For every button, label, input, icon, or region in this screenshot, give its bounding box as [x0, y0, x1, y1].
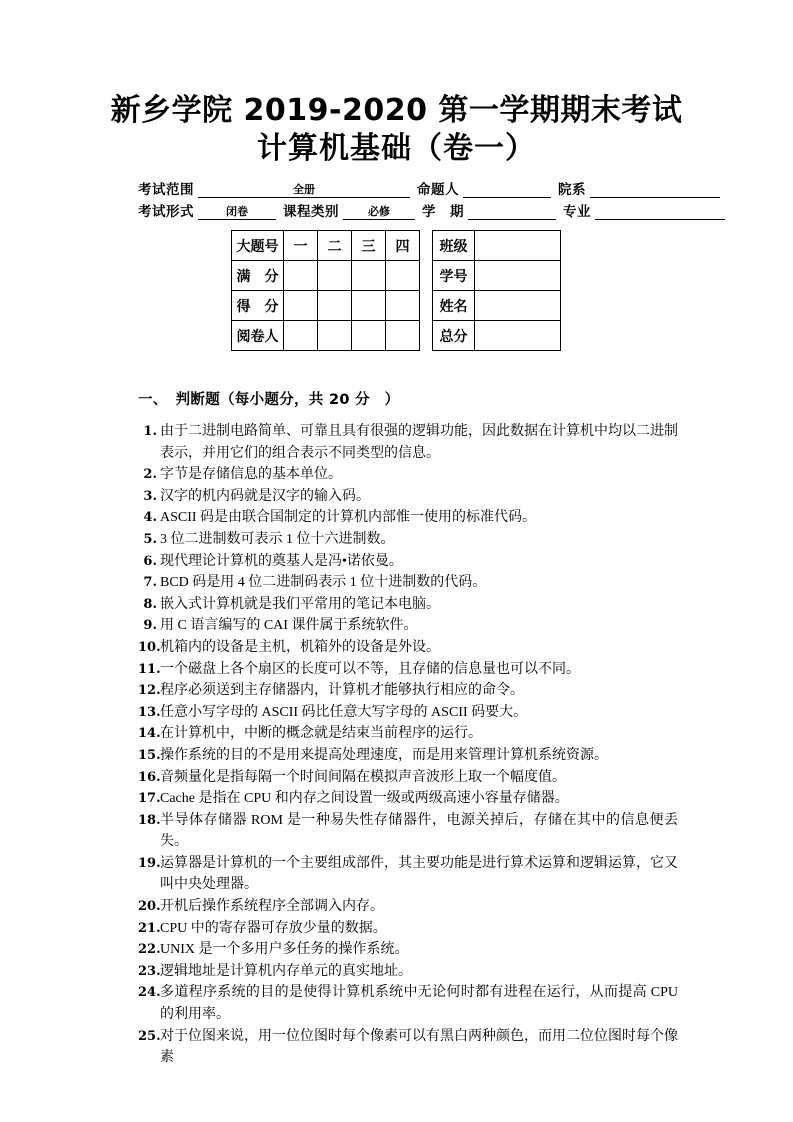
- question-number: 16.: [138, 769, 161, 785]
- examiner-value[interactable]: [463, 181, 551, 198]
- table-row: [232, 261, 420, 291]
- info-value-name[interactable]: [475, 291, 561, 321]
- table-row: [232, 291, 420, 321]
- question-text: 由于二进制电路简单、可靠且具有很强的逻辑功能，因此数据在计算机中均以二进制表示，并用它们的组合表示不同类型的信息。: [160, 424, 678, 461]
- question-text: 在计算机中，中断的概念就是结束当前程序的运行。: [160, 726, 482, 742]
- question-number: 6.: [143, 553, 157, 569]
- question-text: Cache 是指在 CPU 和内存之间设置一级或两级高速小容量存储器。: [160, 791, 569, 807]
- question-number: 10.: [138, 639, 161, 655]
- question-item: [138, 421, 678, 464]
- section-number: 一、: [138, 392, 168, 408]
- question-number: 23.: [138, 963, 161, 979]
- score-cell[interactable]: [352, 291, 386, 321]
- question-number: 12.: [138, 683, 161, 699]
- question-number: 19.: [138, 855, 161, 871]
- question-text: ASCII 码是由联合国制定的计算机内部惟一使用的标准代码。: [160, 510, 537, 526]
- question-number: 25.: [138, 1028, 161, 1044]
- exam-scope-value[interactable]: 全册: [198, 181, 410, 198]
- question-text: CPU 中的寄存器可存放少量的数据。: [160, 920, 387, 936]
- question-number: 1.: [143, 424, 157, 439]
- question-number: 24.: [138, 985, 161, 1001]
- question-text: 汉字的机内码就是汉字的输入码。: [160, 488, 370, 504]
- question-item: [138, 572, 678, 594]
- question-text: BCD 码是用 4 位二进制码表示 1 位十进制数的代码。: [160, 575, 487, 591]
- info-label-class: 班级: [433, 231, 475, 261]
- question-item: [138, 939, 678, 961]
- question-text: 半导体存储器 ROM 是一种易失性存储器件，电源关掉后，存储在其中的信息便丢失。: [160, 812, 678, 850]
- question-text: 现代理论计算机的奠基人是冯•诺依曼。: [160, 553, 403, 569]
- question-item: [138, 788, 678, 810]
- major-label: 专业: [563, 204, 591, 220]
- score-cell[interactable]: [386, 321, 420, 351]
- question-text: 运算器是计算机的一个主要组成部件，其主要功能是进行算术运算和逻辑运算，它又叫中央处理器。: [160, 855, 678, 893]
- major-value[interactable]: [595, 203, 725, 220]
- question-text: 用 C 语言编写的 CAI 课件属于系统软件。: [160, 618, 418, 634]
- info-value-total-score[interactable]: [475, 321, 561, 351]
- question-text: 对于位图来说，用一位位图时每个像素可以有黑白两种颜色，而用二位位图时每个像素: [160, 1028, 678, 1066]
- info-value-student-id[interactable]: [475, 261, 561, 291]
- exam-format-value[interactable]: 闭卷: [198, 203, 276, 220]
- question-number: 8.: [143, 596, 157, 612]
- question-number: 17.: [138, 791, 161, 807]
- semester-value[interactable]: [468, 203, 556, 220]
- score-cell[interactable]: [284, 261, 318, 291]
- page-title-line-1: 新乡学院 2019-2020 第一学期期末考试: [110, 93, 683, 128]
- question-text: 机箱内的设备是主机，机箱外的设备是外设。: [160, 639, 440, 655]
- question-text: 任意小写字母的 ASCII 码比任意大写字母的 ASCII 码要大。: [160, 704, 528, 720]
- question-text: 操作系统的目的不是用来提高处理速度，而是用来管理计算机系统资源。: [160, 747, 608, 763]
- question-item: [138, 961, 678, 983]
- score-column-header: 二: [318, 231, 352, 261]
- page-title-line-2: 计算机基础（卷一）: [257, 131, 536, 166]
- table-row: [433, 321, 561, 351]
- table-row: [232, 231, 420, 261]
- question-item: [138, 982, 678, 1025]
- question-text: UNIX 是一个多用户多任务的操作系统。: [160, 942, 409, 958]
- question-text: 多道程序系统的目的是使得计算机系统中无论何时都有进程在运行，从而提高 CPU 的利用率。: [160, 985, 678, 1023]
- question-item: [138, 615, 678, 637]
- table-row: [433, 231, 561, 261]
- section-heading-true-false: [138, 388, 399, 409]
- info-label-student-id: 学号: [433, 261, 475, 291]
- score-column-header: 一: [284, 231, 318, 261]
- question-item: [138, 507, 678, 529]
- info-label-total-score: 总分: [433, 321, 475, 351]
- question-number: 9.: [143, 618, 157, 634]
- question-item: [138, 767, 678, 789]
- score-row-header: 满 分: [232, 261, 284, 291]
- question-number: 20.: [138, 899, 161, 915]
- question-number: 2.: [143, 467, 157, 483]
- question-item: [138, 529, 678, 551]
- score-cell[interactable]: [386, 291, 420, 321]
- question-item: [138, 1026, 678, 1069]
- question-item: [138, 896, 678, 918]
- question-number: 13.: [138, 704, 161, 720]
- question-text: 程序必须送到主存储器内，计算机才能够执行相应的命令。: [160, 683, 524, 699]
- question-number: 14.: [138, 726, 161, 742]
- score-table: [231, 230, 420, 351]
- question-text: 逻辑地址是计算机内存单元的真实地址。: [160, 963, 412, 979]
- examiner-label: 命题人: [417, 182, 459, 198]
- question-number: 22.: [138, 942, 161, 958]
- question-text: 嵌入式计算机就是我们平常用的笔记本电脑。: [160, 596, 440, 612]
- question-number: 21.: [138, 920, 161, 936]
- info-label-name: 姓名: [433, 291, 475, 321]
- table-row: [433, 261, 561, 291]
- question-text: 一个磁盘上各个扇区的长度可以不等，且存储的信息量也可以不同。: [160, 661, 580, 677]
- score-cell[interactable]: [386, 261, 420, 291]
- score-cell[interactable]: [318, 321, 352, 351]
- question-text: 开机后操作系统程序全部调入内存。: [160, 899, 384, 915]
- question-item: [138, 680, 678, 702]
- section-title: 判断题（每小题分，共 20 分 ）: [175, 392, 400, 408]
- score-column-header: 三: [352, 231, 386, 261]
- question-item: [138, 723, 678, 745]
- question-number: 18.: [138, 812, 161, 828]
- question-list: [138, 421, 678, 1069]
- student-info-table: [432, 230, 561, 351]
- question-item: [138, 659, 678, 681]
- question-number: 5.: [143, 531, 157, 547]
- score-cell[interactable]: [352, 321, 386, 351]
- exam-scope-label: 考试范围: [138, 182, 194, 198]
- question-number: 11.: [138, 661, 161, 677]
- score-row-header: 大题号: [232, 231, 284, 261]
- score-row-header: 得 分: [232, 291, 284, 321]
- question-number: 3.: [143, 488, 157, 504]
- course-category-value[interactable]: 必修: [343, 203, 415, 220]
- department-label: 院系: [558, 182, 586, 198]
- table-row: [433, 291, 561, 321]
- question-text: 字节是存储信息的基本单位。: [160, 467, 342, 483]
- score-cell[interactable]: [284, 291, 318, 321]
- question-item: [138, 464, 678, 486]
- question-number: 15.: [138, 747, 161, 763]
- question-item: [138, 918, 678, 940]
- course-category-label: 课程类别: [283, 204, 339, 220]
- meta-row-1: [138, 176, 668, 198]
- semester-label: 学 期: [422, 204, 464, 220]
- question-item: [138, 853, 678, 896]
- question-item: [138, 702, 678, 724]
- question-item: [138, 551, 678, 573]
- score-cell[interactable]: [318, 291, 352, 321]
- department-value[interactable]: [590, 181, 720, 198]
- document-title-block: [0, 92, 793, 168]
- question-text: 3 位二进制数可表示 1 位十六进制数。: [160, 531, 395, 547]
- question-number: 4.: [143, 510, 157, 526]
- exam-format-label: 考试形式: [138, 204, 194, 220]
- table-row: [232, 321, 420, 351]
- question-number: 7.: [143, 575, 157, 591]
- score-row-header: 阅卷人: [232, 321, 284, 351]
- score-cell[interactable]: [318, 261, 352, 291]
- info-value-class[interactable]: [475, 231, 561, 261]
- question-item: [138, 637, 678, 659]
- score-column-header: 四: [386, 231, 420, 261]
- score-cell[interactable]: [352, 261, 386, 291]
- score-cell[interactable]: [284, 321, 318, 351]
- score-and-info-tables: [231, 230, 561, 351]
- question-text: 音频量化是指每隔一个时间间隔在模拟声音波形上取一个幅度值。: [160, 769, 566, 785]
- question-item: [138, 594, 678, 616]
- meta-row-2: [138, 198, 668, 220]
- question-item: [138, 810, 678, 853]
- question-item: [138, 486, 678, 508]
- question-item: [138, 745, 678, 767]
- exam-meta-header: [138, 176, 668, 220]
